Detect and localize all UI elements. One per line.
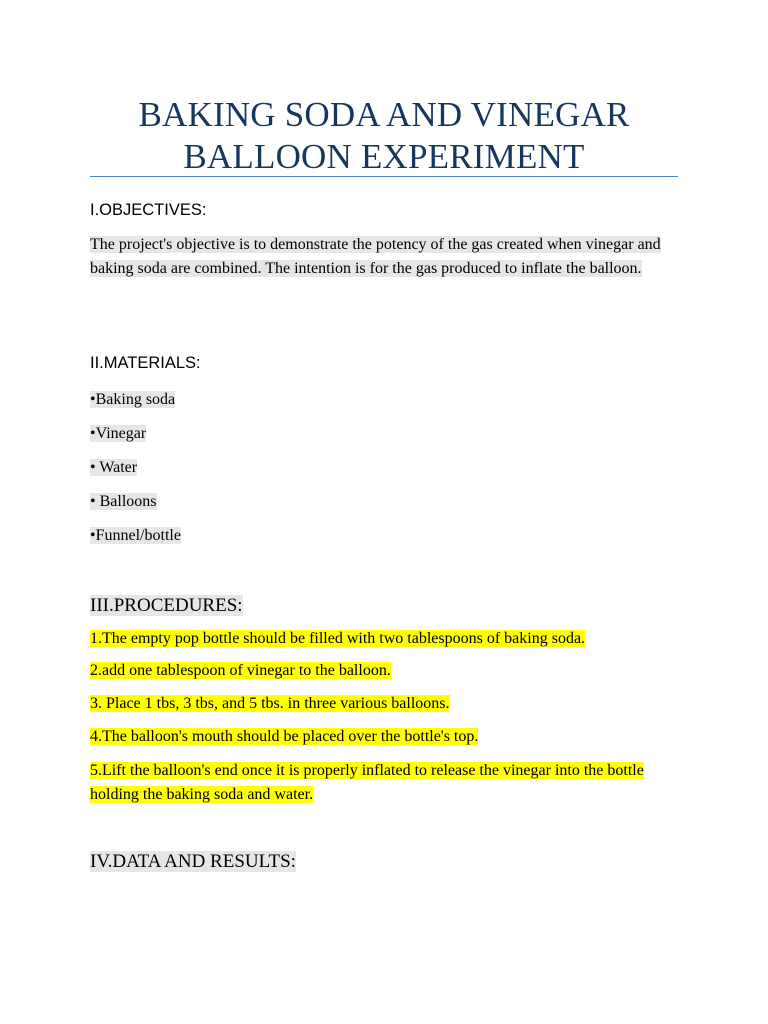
material-item: • Water — [90, 459, 138, 476]
material-item: •Funnel/bottle — [90, 527, 181, 544]
materials-heading: II.MATERIALS: — [90, 354, 201, 372]
objectives-text — [90, 233, 665, 281]
title-line-2: BALLOON EXPERIMENT — [183, 137, 585, 176]
procedure-step: 5.Lift the balloon's end once it is properly inflated to release the vinegar into the bottle holding the baking soda and water. — [90, 762, 644, 803]
material-item: • Balloons — [90, 493, 157, 510]
material-item: •Baking soda — [90, 391, 176, 408]
procedures-heading: III.PROCEDURES: — [90, 595, 243, 616]
objectives-text-content: The project's objective is to demonstrate the potency of the gas created when vinegar and baking soda are combined. The intention is for the gas produced to inflate the balloon. — [90, 236, 661, 277]
document-title — [90, 94, 678, 178]
material-item: •Vinegar — [90, 425, 147, 442]
procedure-step: 2.add one tablespoon of vinegar to the balloon. — [90, 662, 391, 679]
procedure-step: 3. Place 1 tbs, 3 tbs, and 5 tbs. in three various balloons. — [90, 695, 450, 712]
title-line-1: BAKING SODA AND VINEGAR — [138, 95, 630, 134]
data-results-heading: IV.DATA AND RESULTS: — [90, 851, 296, 872]
objectives-heading: I.OBJECTIVES: — [90, 201, 207, 219]
title-divider — [90, 176, 678, 177]
procedure-step: 1.The empty pop bottle should be filled with two tablespoons of baking soda. — [90, 630, 586, 647]
procedure-step: 4.The balloon's mouth should be placed over the bottle's top. — [90, 728, 479, 745]
